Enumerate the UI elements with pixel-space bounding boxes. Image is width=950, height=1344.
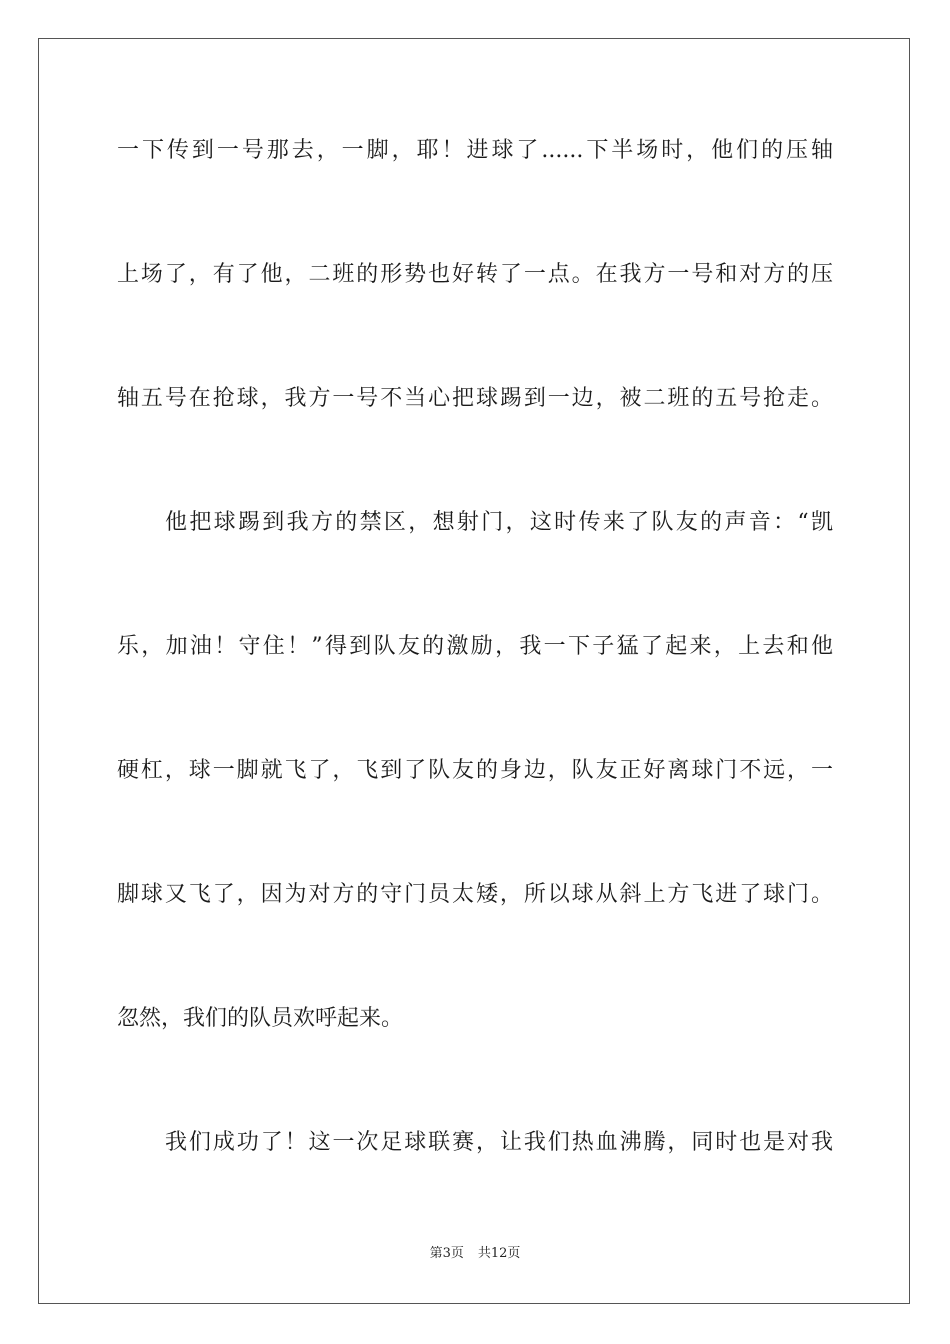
page-footer: [0, 1245, 950, 1263]
page-border: [38, 38, 910, 1304]
page-number: 第3页: [429, 1246, 464, 1261]
page-total: 共12页: [477, 1246, 521, 1261]
text-line-3: 轴五号在抢球，我方一号不当心把球踢到一边，被二班的五号抢走。: [117, 386, 833, 411]
text-line-6: 硬杠，球一脚就飞了，飞到了队友的身边，队友正好离球门不远，一: [117, 758, 833, 783]
text-line-7: 脚球又飞了，因为对方的守门员太矮，所以球从斜上方飞进了球门。: [117, 882, 833, 907]
text-line-5: 乐，加油！守住！”得到队友的激励，我一下子猛了起来，上去和他: [117, 634, 833, 659]
text-line-1: 一下传到一号那去，一脚，耶！进球了......下半场时，他们的压轴: [117, 138, 833, 163]
text-line-4: 他把球踢到我方的禁区，想射门，这时传来了队友的声音：“凯: [165, 510, 833, 535]
text-line-9: 我们成功了！这一次足球联赛，让我们热血沸腾，同时也是对我: [165, 1130, 833, 1155]
text-line-8: 忽然，我们的队员欢呼起来。: [117, 1006, 404, 1031]
text-line-2: 上场了，有了他，二班的形势也好转了一点。在我方一号和对方的压: [117, 262, 833, 287]
